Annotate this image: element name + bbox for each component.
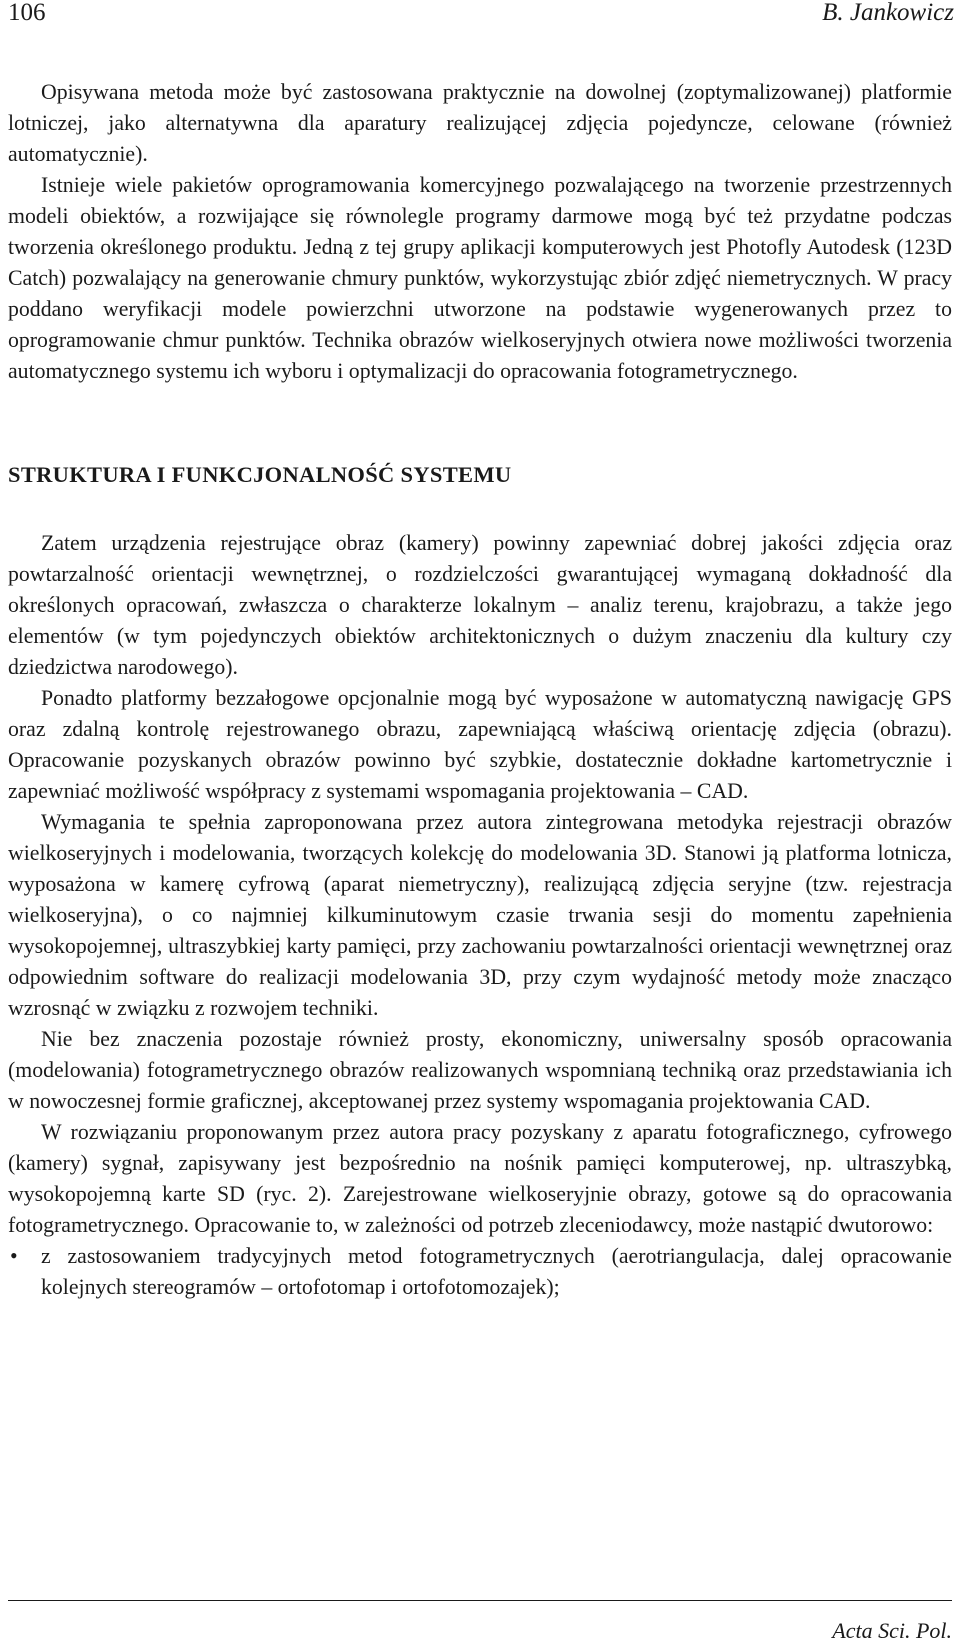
running-author: B. Jankowicz [822, 0, 954, 26]
article-body [8, 77, 952, 1303]
list-item [8, 1241, 952, 1303]
footer-rule [8, 1600, 952, 1601]
paragraph: Nie bez znaczenia pozostaje również prosty, ekonomiczny, uniwersalny sposób opracowania (modelowania) fotogrametrycznego obrazów realizowanych wspomnianą techniką oraz przedstawiania ich w nowoczesnej formie graficznej, akceptowanej przez systemy wspomagania projektowania CAD. [8, 1027, 952, 1113]
paragraph: Opisywana metoda może być zastosowana praktycznie na dowolnej (zoptymalizowanej) platformie lotniczej, jako alternatywna dla aparatury realizującej zdjęcia pojedyncze, celowane (również automatycznie). [8, 80, 952, 166]
list-item-text: z zastosowaniem tradycyjnych metod fotogrametrycznych (aerotriangulacja, dalej opracowanie kolejnych stereogramów – ortofotomap i ortofotomozajek); [41, 1244, 952, 1299]
page-number: 106 [8, 0, 46, 26]
paragraph: Zatem urządzenia rejestrujące obraz (kamery) powinny zapewniać dobrej jakości zdjęcia oraz powtarzalność orientacji wewnętrznej, o rozdzielczości gwarantującej wymaganą dokładność dla określonych opracowań, zwłaszcza o charakterze lokalnym – analiz terenu, krajobrazu, a także jego elementów (w tym pojedynczych obiektów architektonicznych o dużym znaczeniu dla kultury czy dziedzictwa narodowego). [8, 531, 952, 679]
bullet-icon: • [10, 1244, 18, 1268]
paragraph: W rozwiązaniu proponowanym przez autora pracy pozyskany z aparatu fotograficznego, cyfrowego (kamery) sygnał, zapisywany jest bezpośrednio na nośnik pamięci komputerowej, np. ultraszybką, wysokopojemną karte SD (ryc. 2). Zarejestrowane wielkoseryjnie obrazy, gotowe są do opracowania fotogrametrycznego. Opracowanie to, w zależności od potrzeb zleceniodawcy, może nastąpić dwutorowo: [8, 1120, 952, 1237]
journal-name: Acta Sci. Pol. [832, 1618, 952, 1643]
bullet-list [8, 1241, 952, 1303]
paragraph: Ponadto platformy bezzałogowe opcjonalnie mogą być wyposażone w automatyczną nawigację GPS oraz zdalną kontrolę rejestrowanego obrazu, zapewniającą właściwą orientację zdjęcia (obrazu). Opracowanie pozyskanych obrazów powinno być szybkie, dostatecznie dokładne kartometrycznie i zapewniać możliwość współpracy z systemami wspomagania projektowania – CAD. [8, 686, 952, 803]
paragraph: Istnieje wiele pakietów oprogramowania komercyjnego pozwalającego na tworzenie przestrzennych modeli obiektów, a rozwijające się równolegle programy darmowe mogą być też przydatne podczas tworzenia określonego produktu. Jedną z tej grupy aplikacji komputerowych jest Photofly Autodesk (123D Catch) pozwalający na generowanie chmury punktów, wykorzystując zbiór zdjęć niemetrycznych. W pracy poddano weryfikacji modele powierzchni utworzone na podstawie wygenerowanych przez to oprogramowanie chmur punktów. Technika obrazów wielkoseryjnych otwiera nowe możliwości tworzenia automatycznego systemu ich wyboru i optymalizacji do opracowania fotogrametrycznego. [8, 173, 952, 383]
section-heading: STRUKTURA I FUNKCJONALNOŚĆ SYSTEMU [8, 462, 512, 487]
paragraph: Wymagania te spełnia zaproponowana przez autora zintegrowana metodyka rejestracji obrazów wielkoseryjnych i modelowania, tworzących kolekcję do modelowania 3D. Stanowi ją platforma lotnicza, wyposażona w kamerę cyfrową (aparat niemetryczny), realizującą zdjęcia seryjne (tzw. rejestracja wielkoseryjna), o co najmniej kilkuminutowym czasie trwania sesji do momentu zapełnienia wysokopojemnej, ultraszybkiej karty pamięci, przy zachowaniu powtarzalności orientacji wewnętrznej oraz odpowiednim software do realizacji modelowania 3D, przy czym wydajność metody może znacząco wzrosnąć w związku z rozwojem techniki. [8, 810, 952, 1020]
